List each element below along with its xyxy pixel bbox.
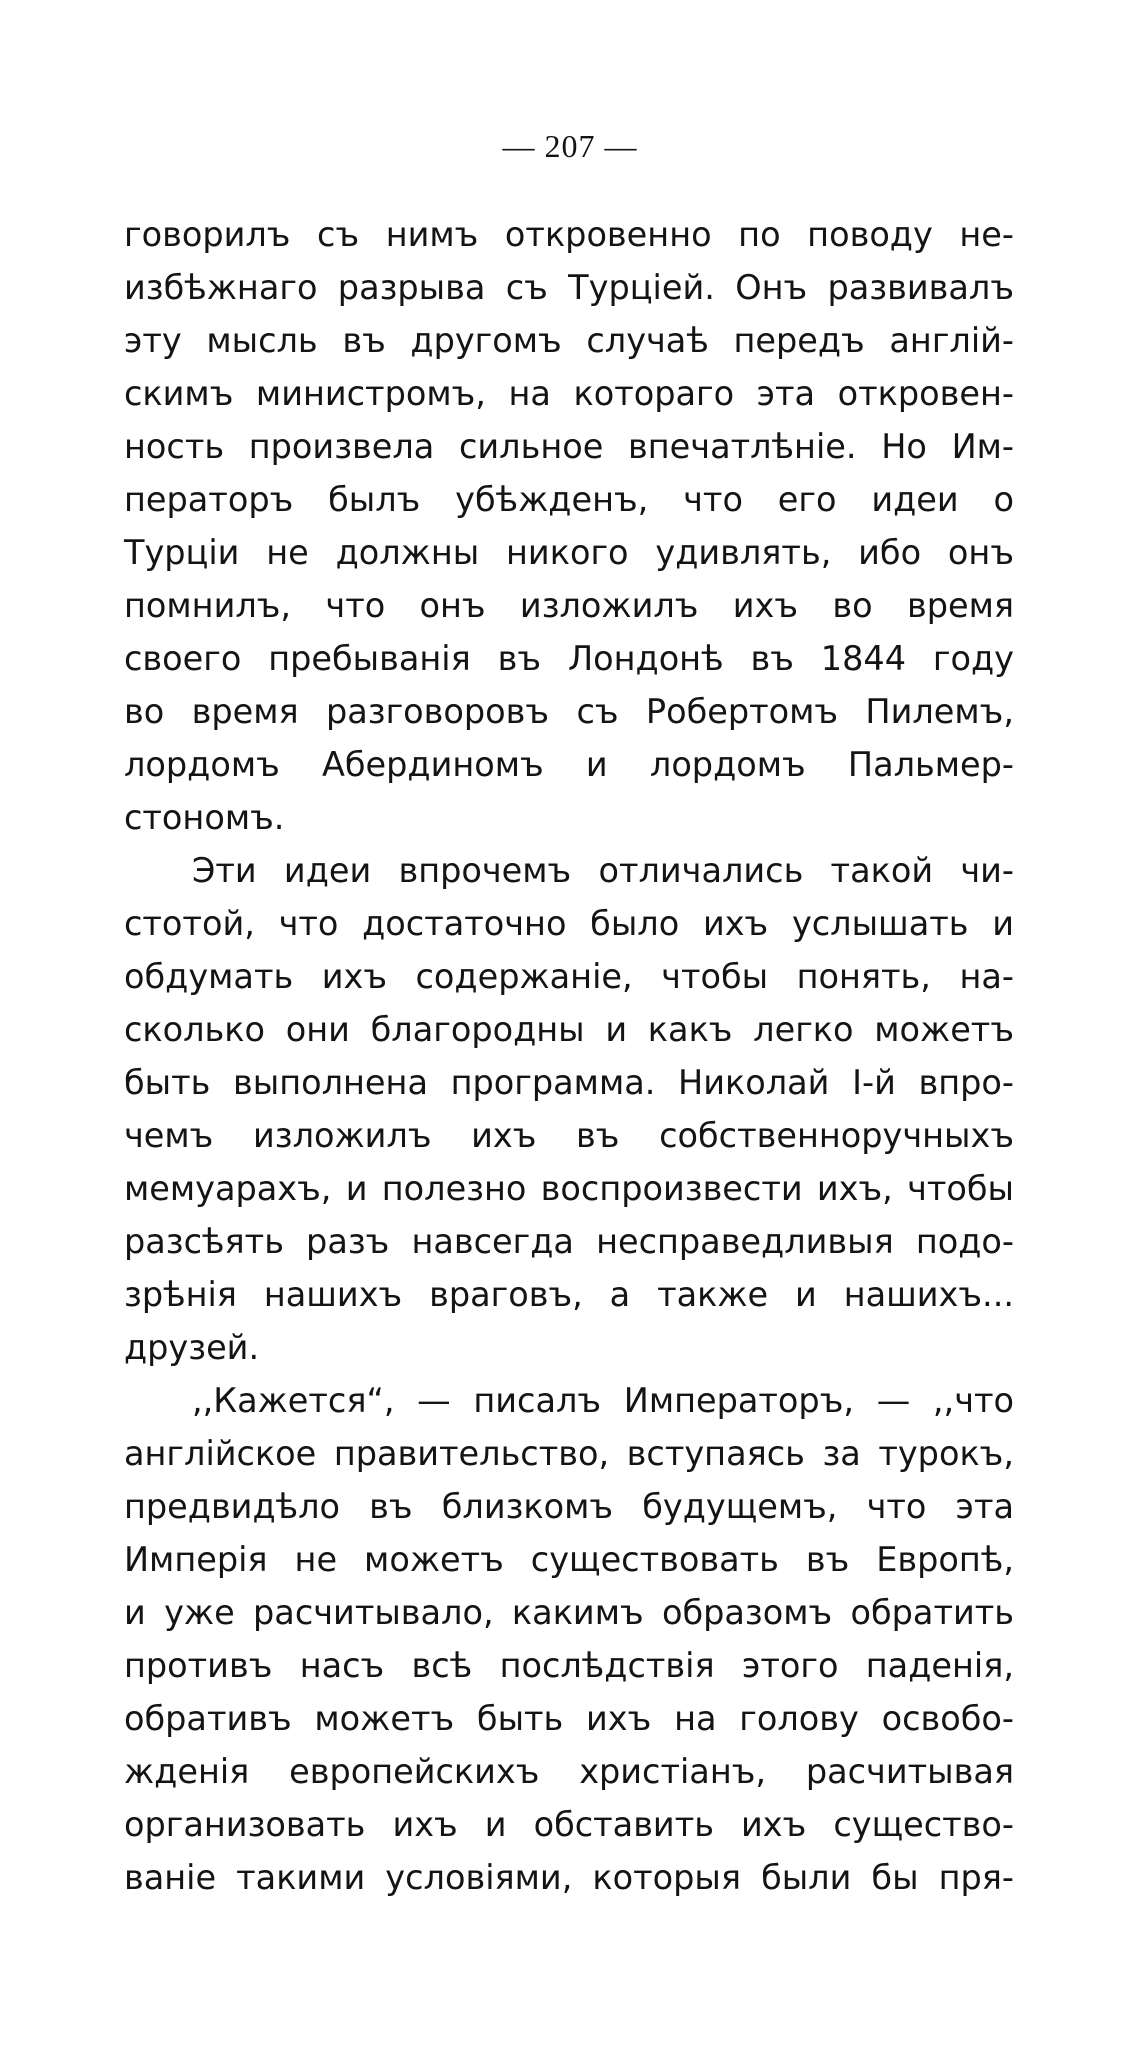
- text-line: во время разговоровъ съ Робертомъ Пилемъ,: [124, 692, 1014, 731]
- text-line: Имперія не можетъ существовать въ Европѣ,: [124, 1540, 1014, 1579]
- text-line: обративъ можетъ быть ихъ на голову освобо-: [124, 1699, 1014, 1738]
- paragraph-start-line: ,,Кажется“, — писалъ Императоръ, — ,,что: [192, 1381, 1014, 1420]
- paragraph-end-line: стономъ.: [124, 798, 285, 837]
- text-line: и уже расчитывало, какимъ образомъ обратить: [124, 1593, 1014, 1632]
- text-line: противъ насъ всѣ послѣдствія этого паденія,: [124, 1646, 1014, 1685]
- text-line: стотой, что достаточно было ихъ услышать и: [124, 904, 1014, 943]
- text-line: избѣжнаго разрыва съ Турціей. Онъ развивалъ: [124, 268, 1014, 307]
- page-number: — 207 —: [502, 128, 638, 164]
- text-line: зрѣнія нашихъ враговъ, а также и нашихъ...: [124, 1275, 1014, 1314]
- text-line: англійское правительство, вступаясь за турокъ,: [124, 1434, 1014, 1473]
- text-line: говорилъ съ нимъ откровенно по поводу не-: [124, 215, 1014, 254]
- text-line: разсѣять разъ навсегда несправедливыя подо-: [124, 1222, 1014, 1261]
- text-line: сколько они благородны и какъ легко можетъ: [124, 1010, 1014, 1049]
- text-line: организовать ихъ и обставить ихъ существо-: [124, 1805, 1014, 1844]
- text-line: жденія европейскихъ христіанъ, расчитывая: [124, 1752, 1014, 1791]
- text-line: обдумать ихъ содержаніе, чтобы понять, на-: [124, 957, 1014, 996]
- text-line: ператоръ былъ убѣжденъ, что его идеи о: [124, 480, 1014, 519]
- text-line: помнилъ, что онъ изложилъ ихъ во время: [124, 586, 1014, 625]
- text-line: чемъ изложилъ ихъ въ собственноручныхъ: [124, 1116, 1014, 1155]
- text-line: эту мысль въ другомъ случаѣ передъ англій-: [124, 321, 1014, 360]
- text-line: скимъ министромъ, на котораго эта откровен-: [124, 374, 1014, 413]
- text-line: мемуарахъ, и полезно воспроизвести ихъ, чтобы: [124, 1169, 1014, 1208]
- text-line: лордомъ Абердиномъ и лордомъ Пальмер-: [124, 745, 1014, 784]
- paragraph-start-line: Эти идеи впрочемъ отличались такой чи-: [192, 851, 1014, 890]
- text-line: Турціи не должны никого удивлять, ибо онъ: [124, 533, 1014, 572]
- text-line: ность произвела сильное впечатлѣніе. Но Им-: [124, 427, 1014, 466]
- text-line: своего пребыванія въ Лондонѣ въ 1844 году: [124, 639, 1014, 678]
- text-line: предвидѣло въ близкомъ будущемъ, что эта: [124, 1487, 1014, 1526]
- body-text: [124, 208, 1014, 1904]
- paragraph-end-line: друзей.: [124, 1328, 260, 1367]
- text-line: ваніе такими условіями, которыя были бы пря-: [124, 1858, 1014, 1897]
- text-line: быть выполнена программа. Николай I-й впро-: [124, 1063, 1014, 1102]
